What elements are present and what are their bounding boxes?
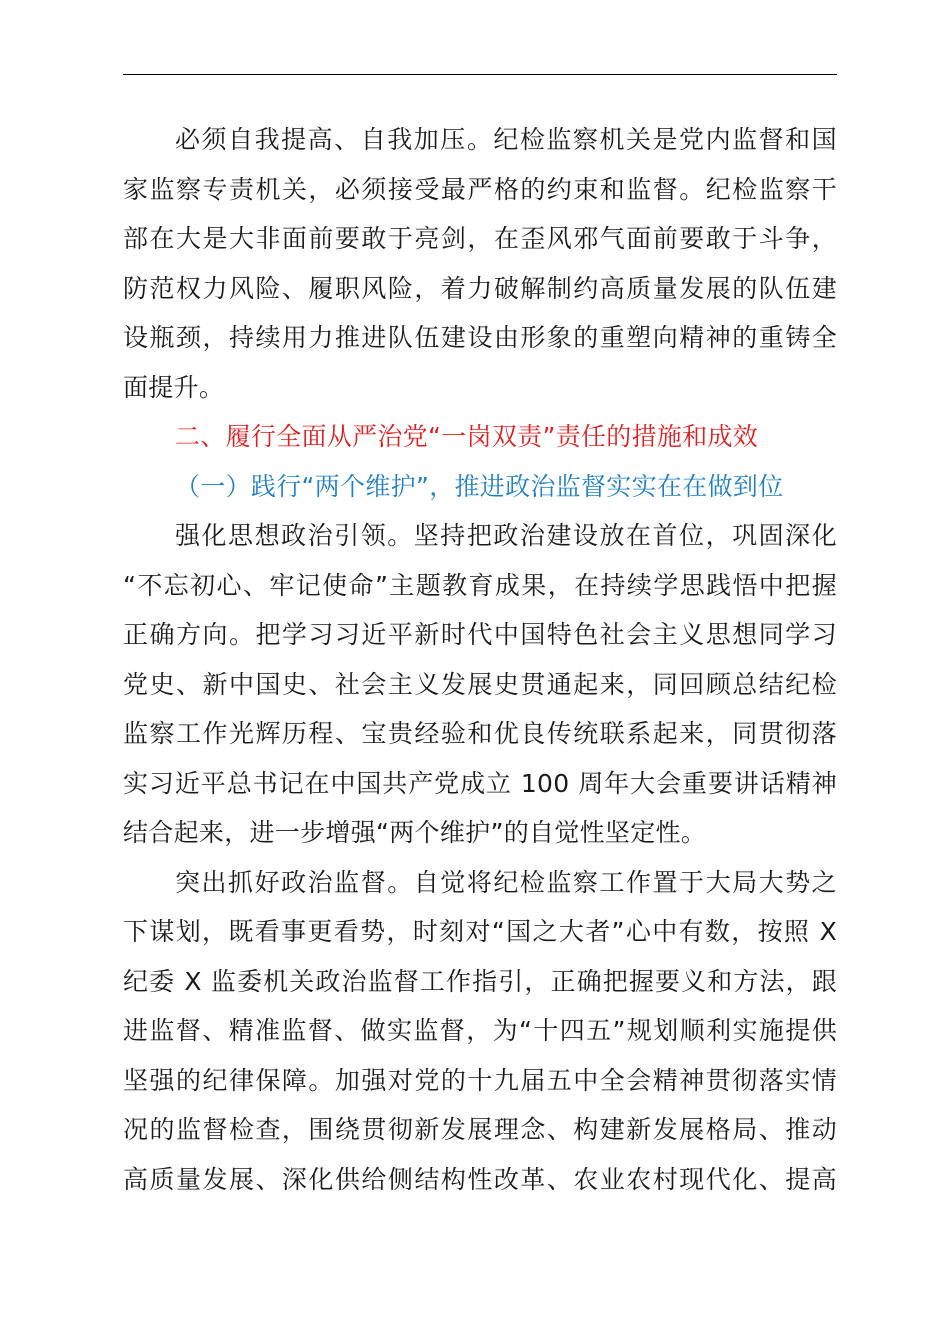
paragraph-line: 防范权力风险、履职风险，着力破解制约高质量发展的队伍建	[123, 273, 837, 303]
paragraph-line: 部在大是大非面前要敢于亮剑，在歪风邪气面前要敢于斗争，	[123, 224, 837, 253]
paragraph-line: 突出抓好政治监督。自觉将纪检监察工作置于大局大势之	[175, 867, 837, 897]
paragraph-line: 结合起来，进一步增强“两个维护”的自觉性坚定性。	[123, 818, 707, 847]
paragraph-line: 党史、新中国史、社会主义发展史贯通起来，同回顾总结纪检	[123, 669, 837, 699]
paragraph-line: “不忘初心、牢记使命”主题教育成果，在持续学思践悟中把握	[123, 570, 837, 600]
paragraph-3	[123, 858, 837, 1205]
paragraph-1	[123, 115, 837, 412]
paragraph-2	[123, 511, 837, 858]
paragraph-line: 设瓶颈，持续用力推进队伍建设由形象的重塑向精神的重铸全	[123, 323, 837, 352]
paragraph-line: 坚强的纪律保障。加强对党的十九届五中全会精神贯彻落实情	[123, 1065, 837, 1095]
paragraph-line: 纪委 X 监委机关政治监督工作指引，正确把握要义和方法，跟	[123, 966, 837, 996]
paragraph-line: 况的监督检查，围绕贯彻新发展理念、构建新发展格局、推动	[123, 1115, 837, 1144]
paragraph-line: 进监督、精准监督、做实监督，为“十四五”规划顺利实施提供	[123, 1016, 837, 1045]
paragraph-line: 实习近平总书记在中国共产党成立 100 周年大会重要讲话精神	[123, 768, 837, 798]
paragraph-line: 高质量发展、深化供给侧结构性改革、农业农村现代化、提高	[123, 1164, 837, 1194]
paragraph-line: 强化思想政治引领。坚持把政治建设放在首位，巩固深化	[175, 521, 837, 550]
paragraph-line: 家监察专责机关，必须接受最严格的约束和监督。纪检监察干	[123, 174, 837, 204]
paragraph-line: 正确方向。把学习习近平新时代中国特色社会主义思想同学习	[123, 620, 837, 649]
paragraph-line: 必须自我提高、自我加压。纪检监察机关是党内监督和国	[175, 125, 837, 154]
header-rule	[123, 74, 837, 75]
subsection-heading: （一）践行“两个维护”，推进政治监督实实在在做到位	[175, 471, 784, 501]
paragraph-line: 下谋划，既看事更看势，时刻对“国之大者”心中有数，按照 X	[123, 917, 837, 946]
section-heading: 二、履行全面从严治党“一岗双责”责任的措施和成效	[175, 422, 759, 451]
paragraph-line: 面提升。	[123, 372, 225, 402]
document-body	[123, 115, 837, 1204]
paragraph-line: 监察工作光辉历程、宝贵经验和优良传统联系起来，同贯彻落	[123, 719, 837, 748]
